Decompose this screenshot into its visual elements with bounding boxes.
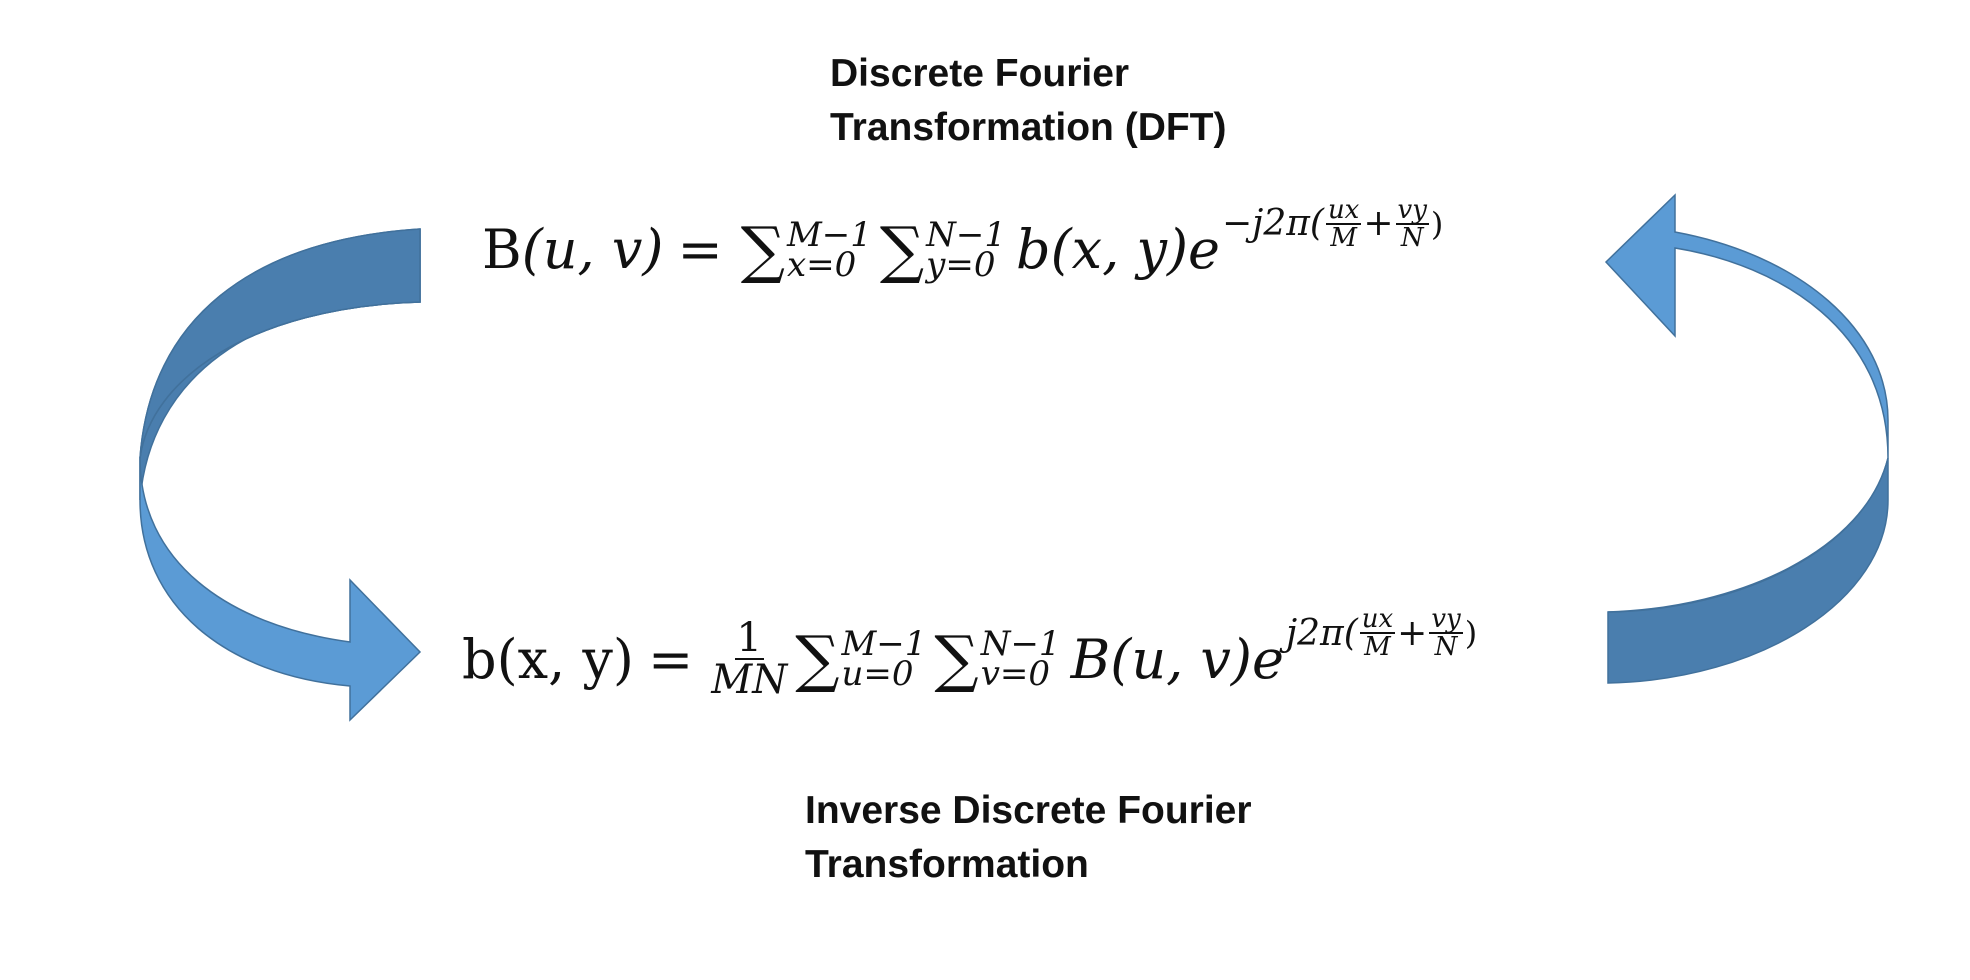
dft-sum-x-upper: M−1 xyxy=(786,214,872,255)
dft-title xyxy=(830,47,1227,155)
dft-exponent xyxy=(1222,194,1444,253)
dft-frac2-num: vy xyxy=(1397,194,1427,225)
idft-plus: + xyxy=(1397,612,1428,654)
idft-equation xyxy=(462,604,1478,703)
idft-sum-u-lower: u=0 xyxy=(841,654,914,694)
idft-sum-v-upper: N−1 xyxy=(980,624,1061,664)
idft-frac1-den: M xyxy=(1364,632,1391,662)
dft-sum-x xyxy=(740,212,872,286)
dft-frac2-den: N xyxy=(1400,222,1424,253)
sum-symbol-icon: ∑ xyxy=(740,212,785,286)
idft-title-line-1: Inverse Discrete Fourier xyxy=(805,789,1252,832)
dft-lhs-args: (u, v) xyxy=(521,218,664,281)
dft-exp-frac-2 xyxy=(1396,194,1429,253)
dft-exp-prefix: −j2π( xyxy=(1222,203,1324,244)
dft-equation xyxy=(482,194,1444,286)
sum-symbol-icon: ∑ xyxy=(795,622,840,695)
right-curved-arrow-icon xyxy=(1606,195,1888,683)
dft-exp-close: ) xyxy=(1430,204,1444,243)
dft-term: b(x, y) xyxy=(1016,218,1189,281)
dft-sum-x-lower: x=0 xyxy=(786,244,857,285)
sum-symbol-icon: ∑ xyxy=(934,622,979,695)
idft-exp-frac-1 xyxy=(1360,606,1395,660)
idft-title xyxy=(805,784,1252,892)
dft-sum-y-lower: y=0 xyxy=(926,244,996,285)
idft-frac1-num: ux xyxy=(1361,604,1394,634)
idft-exp-prefix: j2π( xyxy=(1285,612,1358,654)
dft-sum-y-upper: N−1 xyxy=(926,214,1007,255)
dft-lhs-symbol: B xyxy=(482,218,522,281)
idft-frac2-num: vy xyxy=(1431,604,1461,634)
dft-base: e xyxy=(1188,218,1220,281)
left-curved-arrow-icon xyxy=(140,229,420,720)
idft-sum-v-lower: v=0 xyxy=(980,654,1051,694)
dft-title-line-1: Discrete Fourier xyxy=(830,52,1130,95)
dft-plus: + xyxy=(1363,203,1394,244)
idft-scale-num: 1 xyxy=(736,615,762,661)
idft-sum-u xyxy=(795,622,927,695)
idft-sum-v xyxy=(934,622,1061,695)
idft-exp-frac-2 xyxy=(1429,606,1462,660)
idft-scale-fraction xyxy=(709,615,789,703)
idft-title-line-2: Transformation xyxy=(805,843,1089,886)
idft-exponent xyxy=(1286,606,1477,660)
idft-term: B(u, v) xyxy=(1070,627,1252,691)
dft-sum-y xyxy=(879,212,1007,286)
idft-scale-den: MN xyxy=(711,657,788,703)
dft-frac1-den: M xyxy=(1330,222,1357,253)
dft-frac1-num: ux xyxy=(1327,194,1360,225)
dft-exp-frac-1 xyxy=(1326,194,1361,253)
idft-exp-close: ) xyxy=(1464,614,1478,652)
idft-sum-u-upper: M−1 xyxy=(841,624,927,664)
idft-equals: = xyxy=(648,627,694,691)
idft-frac2-den: N xyxy=(1434,632,1458,662)
sum-symbol-icon: ∑ xyxy=(879,212,925,286)
idft-lhs: b(x, y) xyxy=(462,627,634,691)
dft-title-line-2: Transformation (DFT) xyxy=(830,106,1227,149)
idft-base: e xyxy=(1252,627,1284,691)
dft-equals: = xyxy=(677,218,723,281)
